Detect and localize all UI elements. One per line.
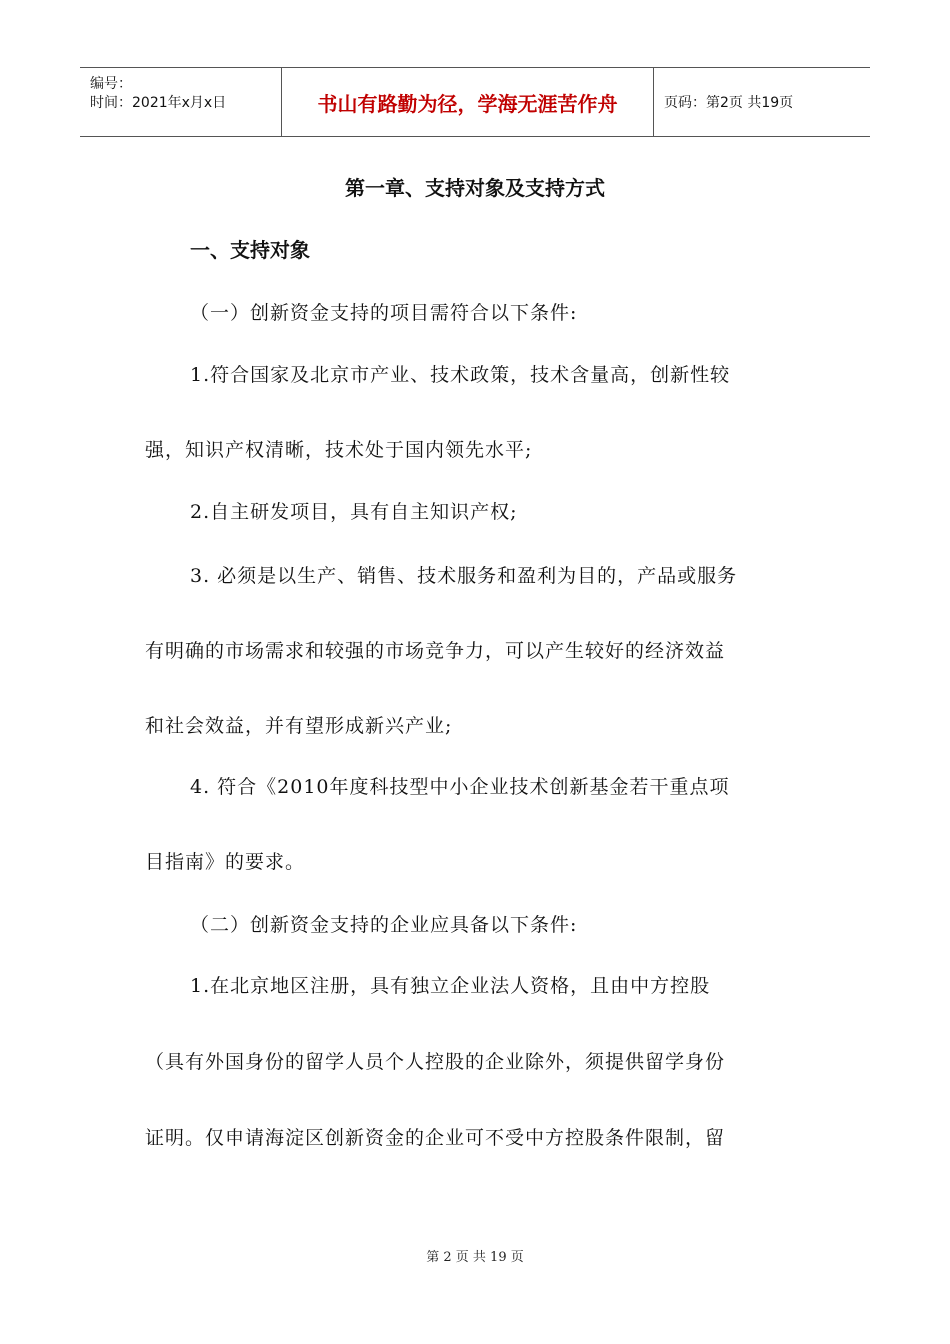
paragraph-line: 1.在北京地区注册，具有独立企业法人资格，且由中方控股 [190, 975, 711, 997]
paragraph-line: 目指南》的要求。 [145, 851, 306, 873]
paragraph-line: 证明。仅申请海淀区创新资金的企业可不受中方控股条件限制，留 [145, 1127, 726, 1149]
section-title: 一、支持对象 [190, 238, 310, 262]
paragraph-line: （具有外国身份的留学人员个人控股的企业除外，须提供留学身份 [145, 1051, 726, 1073]
paragraph-line: （一）创新资金支持的项目需符合以下条件: [190, 302, 578, 324]
header-meta [80, 68, 280, 136]
date-label: 时间：2021年x月x日 [90, 95, 227, 111]
header-slogan: 书山有路勤为径，学海无涯苦作舟 [281, 68, 654, 136]
header-page-code: 页码：第2页 共19页 [664, 95, 794, 111]
paragraph-line: 强，知识产权清晰，技术处于国内领先水平; [145, 439, 533, 461]
number-label: 编号： [90, 76, 132, 92]
paragraph-line: 2.自主研发项目，具有自主知识产权; [190, 501, 518, 523]
page-header [80, 67, 870, 137]
paragraph-line: 4. 符合《2010年度科技型中小企业技术创新基金若干重点项 [190, 776, 730, 798]
paragraph-line: 有明确的市场需求和较强的市场竞争力，可以产生较好的经济效益 [145, 640, 726, 662]
page-footer: 第 2 页 共 19 页 [426, 1250, 524, 1265]
paragraph-line: 3. 必须是以生产、销售、技术服务和盈利为目的，产品或服务 [190, 565, 738, 587]
paragraph-line: 和社会效益，并有望形成新兴产业; [145, 715, 453, 737]
chapter-title: 第一章、支持对象及支持方式 [345, 176, 605, 200]
paragraph-line: （二）创新资金支持的企业应具备以下条件: [190, 914, 578, 936]
paragraph-line: 1.符合国家及北京市产业、技术政策，技术含量高，创新性较 [190, 364, 731, 386]
